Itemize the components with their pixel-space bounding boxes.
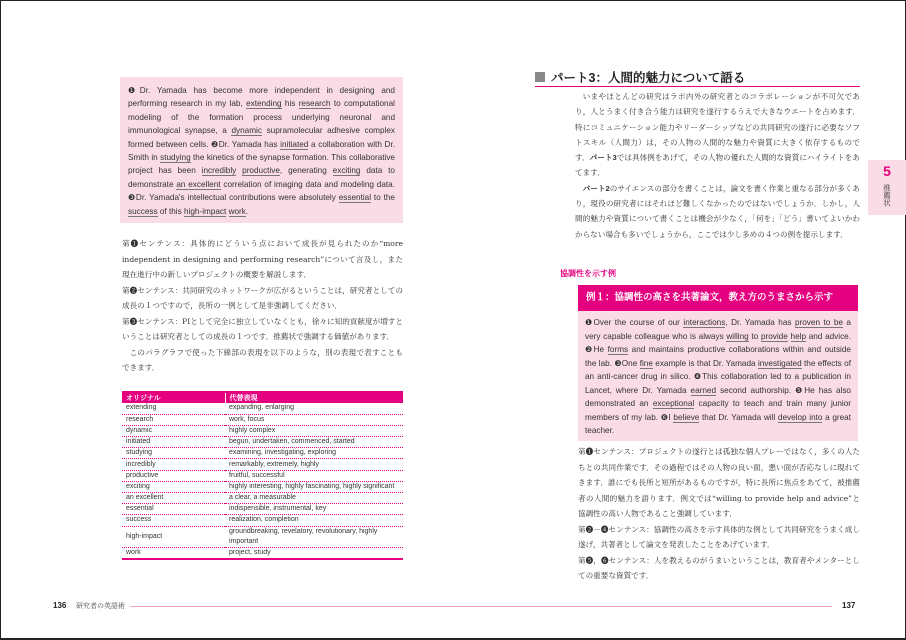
commentary-paragraph: 第❶センテンス：プロジェクトの遂行とは孤独な個人プレーではなく，多くの人たちとの共同作業です．その過程ではその人物の良い面，悪い面が否応なしに現れてきます．誰にでも長所と短所があるものですが，特に長所に焦点をあてて，被推薦者の人間的魅力を語ります．例文では“willing to provide help and advice”と協調性の高い人物であること強調しています． <box>578 447 860 518</box>
underlined-expression: help <box>790 331 806 341</box>
table-row <box>122 504 403 515</box>
text-segment: of this <box>157 206 184 216</box>
chapter-number: 5 <box>883 163 891 179</box>
alternatives-cell: remarkably, extremely, highly <box>225 459 403 470</box>
text-segment: the kinetics of the synapse formation. This collaborative project has been <box>128 153 395 176</box>
original-cell: productive <box>122 470 225 481</box>
alternatives-cell: examining, investigating, exploring <box>225 448 403 459</box>
text-segment: ❶Dr. Yamada has become more independent in designing and performing research in my lab, <box>128 86 395 109</box>
commentary-paragraph: 第❶センテンス：具体的にどういう点において成長が見られたのか“more independent in designing and performing research”について言及し，また現在進行中の新しいプロジェクトの概要を解説します． <box>122 239 403 279</box>
underlined-expression: success <box>128 206 158 216</box>
original-cell: extending <box>122 403 225 414</box>
underlined-expression: incredibly <box>201 166 237 176</box>
footer-rule <box>130 606 832 607</box>
original-cell: research <box>122 414 225 425</box>
alternatives-cell: fruitful, successful <box>225 470 403 481</box>
square-bullet-icon <box>535 72 545 82</box>
commentary-paragraph: 第❸センテンス：PIとして完全に独立していなくとも，徐々に知的貢献度が増すということは研究者としての成長の１つです．推薦状で強調する価値があります． <box>122 316 403 341</box>
underlined-expression: essential <box>338 193 372 203</box>
underlined-expression: work <box>228 206 246 216</box>
left-page-number: 136 <box>50 601 69 610</box>
text-segment: a very capable colleague who is always <box>585 318 851 341</box>
text-segment: to computational modeling of the formation process underlying neuronal and immunological synapse, a <box>128 99 395 136</box>
table-row <box>122 470 403 481</box>
alternatives-cell: a clear, a measurable <box>225 493 403 504</box>
original-cell: essential <box>122 504 225 515</box>
underlined-expression: investigated <box>757 358 802 368</box>
underlined-expression: high-impact <box>183 206 227 216</box>
chapter-label: 推薦状 <box>882 183 892 207</box>
original-cell: initiated <box>122 437 225 448</box>
table-row <box>122 547 403 559</box>
original-cell: an excellent <box>122 493 225 504</box>
alternatives-cell: indispensible, instrumental, key <box>225 504 403 515</box>
example-category-label: 協調性を示す例 <box>560 269 616 278</box>
bold-term: パート2 <box>582 183 610 193</box>
column-header-alternatives: 代替表現 <box>225 392 403 403</box>
underlined-expression: interactions <box>683 318 726 327</box>
original-cell: high-impact <box>122 526 225 547</box>
underlined-expression: an excellent <box>176 179 221 189</box>
original-cell: exciting <box>122 481 225 492</box>
text-segment: the effects of an anti-cancer drug in silico. ❹This collaboration led to a publication in Lancet, where Dr. Yamada <box>585 358 851 395</box>
original-cell: dynamic <box>122 425 225 436</box>
underlined-expression: forms <box>607 345 629 354</box>
table-row <box>122 515 403 526</box>
original-cell: success <box>122 515 225 526</box>
bold-term: パート3 <box>589 153 617 163</box>
section-heading <box>535 68 860 87</box>
alternatives-cell: highly complex <box>225 425 403 436</box>
underlined-expression: earned <box>690 385 717 395</box>
table-row <box>122 414 403 425</box>
alternatives-cell: groundbreaking, revelatory, revolutionary, highly important <box>225 526 403 547</box>
commentary-paragraph: このパラグラフで使った下線部の表現を以下のような，別の表現で表すこともできます． <box>122 347 403 372</box>
underlined-expression: proven to be <box>794 318 843 327</box>
text-segment: and maintains productive collaborations within and outside the lab. ❸One <box>585 345 851 368</box>
alternatives-cell: realization, completion <box>225 515 403 526</box>
text-segment: to <box>748 331 761 341</box>
text-segment: , Dr. Yamada has <box>725 318 795 327</box>
commentary-paragraph: 第❷－❹センテンス：協調性の高さを示す具体的な例として共同研究をうまく成し遂げ，共著者として論文を発表したことをあげています． <box>578 524 860 549</box>
alternative-expressions-table <box>122 391 403 560</box>
commentary-paragraph: 第❷センテンス：共同研究のネットワークが広がるということは，研究者としての成長の１つですので，長所の一例として是非強調してください． <box>122 285 403 310</box>
alternatives-cell: work, focus <box>225 414 403 425</box>
example-title: 例１：協調性の高さを共著論文，教え方のうまさから示す <box>578 285 858 311</box>
underlined-expression: initiated <box>280 139 309 149</box>
underlined-expression: fine <box>639 358 653 368</box>
right-page-number: 137 <box>839 601 858 610</box>
table-row <box>122 425 403 436</box>
original-cell: incredibly <box>122 459 225 470</box>
alternatives-cell: expanding, enlarging <box>225 403 403 414</box>
underlined-expression: productive <box>242 166 280 176</box>
text-segment: second authorship. ❺He has also demonstrated an <box>585 385 851 408</box>
left-commentary <box>122 236 403 376</box>
text-segment: his <box>281 99 299 109</box>
underlined-expression: believe <box>673 412 700 422</box>
text-segment: . <box>245 206 249 216</box>
text-segment: ❶Over the course of our <box>585 318 684 327</box>
example-box <box>578 285 858 441</box>
example-commentary <box>578 444 860 584</box>
table-row <box>122 493 403 504</box>
example-text <box>578 311 858 443</box>
underlined-expression: develop into <box>777 412 823 422</box>
text-segment: and advice. ❷He <box>585 331 852 354</box>
chapter-tab <box>868 160 906 215</box>
table-row <box>122 403 403 414</box>
alternatives-cell: begun, undertaken, commenced, started <box>225 437 403 448</box>
text-segment: のサイエンスの部分を書くことは，論文を書く作業と重なる部分が多くあり，現役の研究者にはそれほど難しくなかったのではないでしょうか．しかし，人間的魅力や資質について書くことは機会が少なく，「何を」「どう」書いてよいかわからない場合も多いでしょうから，ここでは少し多めの４つの例を提示します． <box>575 183 860 239</box>
table-row <box>122 481 403 492</box>
table-row <box>122 437 403 448</box>
underlined-expression: provide <box>760 331 788 341</box>
alternatives-cell: highly interesting, highly fascinating, highly significant <box>225 481 403 492</box>
section-heading-text: パート3：人間的魅力について語る <box>551 71 746 85</box>
intro-paragraph <box>575 89 860 181</box>
column-header-original: オリジナル <box>122 392 225 403</box>
text-segment: いまやほとんどの研究はラボ内外の研究者とのコラボレーションが不可欠であり，人とうまく付き合う能力は研究を遂行するうえで大きなウエートを占めます．特にコミュニケーション能力やリーダーシップなどの共同研究の遂行に必要なソフトスキル（人間力）は，その人物の人間的な魅力や資質に大きく依存するものです． <box>575 92 860 163</box>
text-segment: that Dr. Yamada will <box>699 412 778 422</box>
intro-paragraph <box>575 181 860 242</box>
original-cell: studying <box>122 448 225 459</box>
table-row <box>122 526 403 547</box>
section-intro <box>575 89 860 242</box>
underlined-expression: exciting <box>332 166 361 176</box>
text-segment: example is that Dr. Yamada <box>652 358 758 368</box>
text-segment: では具体例をあげて，その人物の優れた人間的な資質にハイライトをあてます． <box>575 153 860 178</box>
table-row <box>122 459 403 470</box>
book-title: 研究者の英語術 <box>73 601 128 611</box>
underlined-expression: research <box>298 99 331 109</box>
underlined-expression: dynamic <box>231 126 262 136</box>
text-segment: to the <box>371 193 395 203</box>
text-segment: data to demonstrate <box>128 166 395 189</box>
underlined-expression: studying <box>160 153 191 163</box>
commentary-paragraph: 第❺，❻センテンス：人を教えるのがうまいということは，教育者やメンターとしての重要な資質です． <box>578 555 860 580</box>
underlined-expression: exceptional <box>652 399 695 408</box>
text-segment: a collaboration with Dr. Smith in <box>128 139 395 163</box>
underlined-expression: willing <box>726 331 749 341</box>
table-row <box>122 448 403 459</box>
text-segment: a great teacher. <box>585 412 851 435</box>
text-segment: supramolecular adhesive complex formed between cells. ❷Dr. Yamada has <box>128 126 396 149</box>
original-cell: work <box>122 547 225 559</box>
text-segment: , generating <box>279 166 333 176</box>
underlined-expression: extending <box>246 99 282 109</box>
example-paragraph-box <box>120 77 403 223</box>
alternatives-cell: project, study <box>225 547 403 559</box>
text-segment: correlation of imaging data and modeling data. ❸Dr. Yamada's intellectual contributions were absolutely <box>128 179 395 203</box>
text-segment: capacity to teach and train many junior members of my lab. ❻I <box>585 399 851 422</box>
